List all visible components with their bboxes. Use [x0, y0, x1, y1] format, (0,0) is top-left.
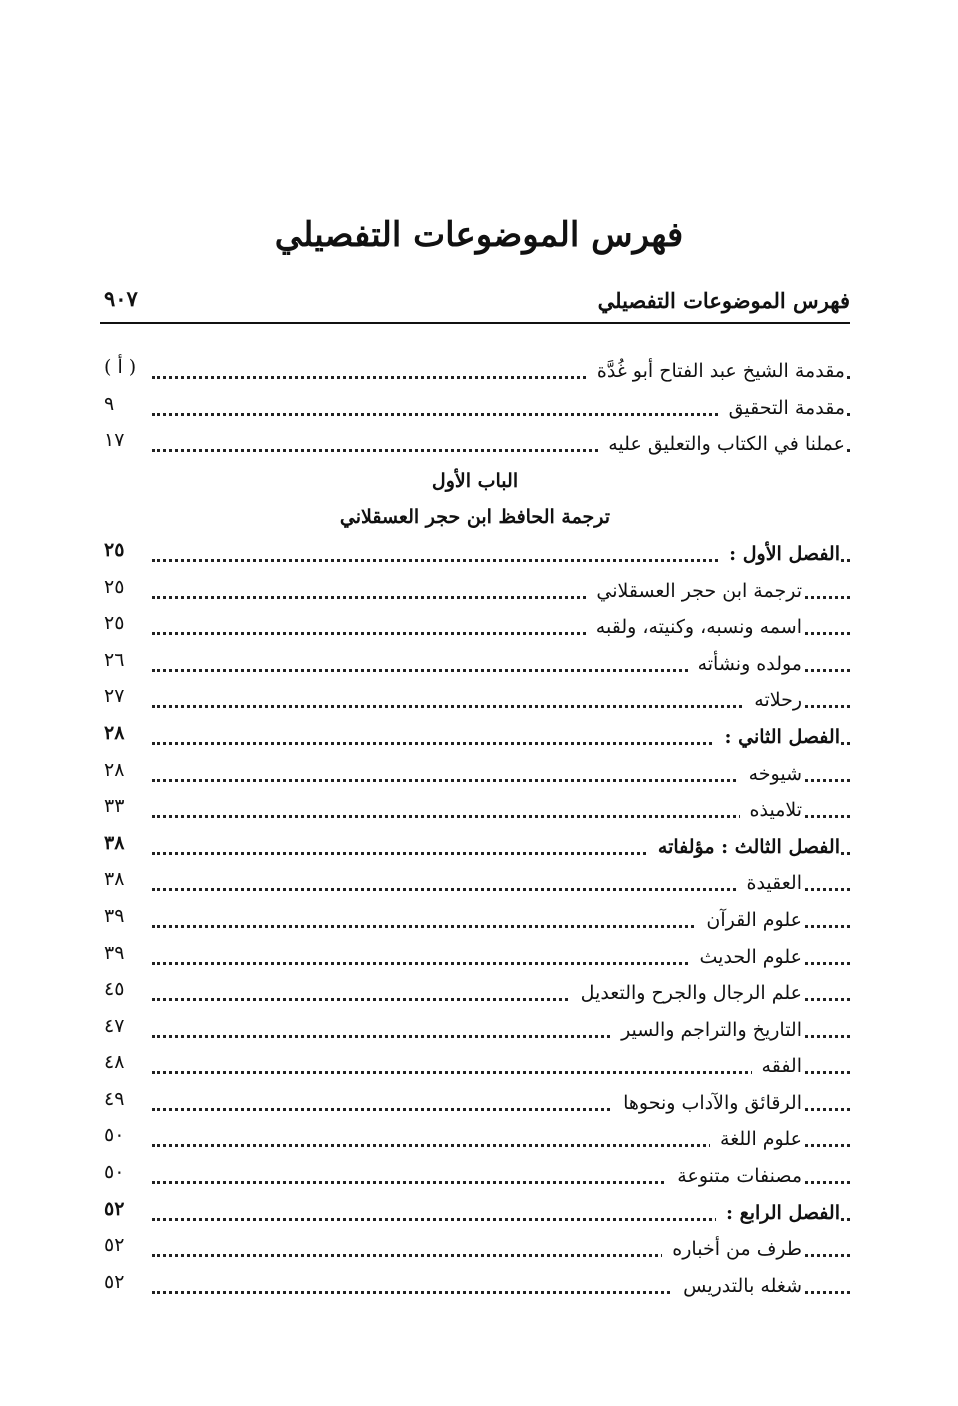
toc-page-number: ٥٢: [104, 1270, 125, 1293]
toc-page-number: ٢٧: [104, 685, 125, 708]
toc-page-number: ٢٦: [104, 648, 125, 671]
toc-entry-row: [100, 795, 850, 832]
toc-entry-label: طرف من أخباره: [662, 1238, 802, 1260]
toc-section-heading: [100, 466, 850, 503]
toc-entry-label: اسمه ونسبه، وكنيته، ولقبه: [586, 616, 802, 638]
toc-entry-row: [100, 1015, 850, 1052]
toc-entry-row: [100, 649, 850, 686]
toc-page-number: ٥٠: [104, 1161, 125, 1184]
toc-page-number: ٣٣: [104, 795, 125, 818]
toc-entry-label: الفقه: [752, 1055, 802, 1077]
toc-entry-label: الفصل الرابع :: [716, 1202, 840, 1224]
toc-entry-label: علم الرجال والجرح والتعديل: [571, 982, 802, 1004]
toc-entry-row: [100, 576, 850, 613]
toc-page-number: ٥٢: [104, 1234, 125, 1257]
toc-page-number: ٢٨: [104, 758, 125, 781]
toc-entry-label: الفصل الأول :: [719, 543, 840, 565]
toc-chapter-row: [100, 722, 850, 759]
toc-page-number: ٣٨: [104, 868, 125, 891]
toc-entry-row: [100, 429, 850, 466]
toc-entry-label: مقدمة التحقيق: [719, 397, 845, 419]
toc-entry-row: [100, 356, 850, 393]
section-heading-text: ترجمة الحافظ ابن حجر العسقلاني: [339, 506, 611, 529]
toc-page-number: ٣٩: [104, 941, 125, 964]
toc-entry-label: مصنفات متنوعة: [667, 1165, 802, 1187]
toc-page-number: ١٧: [104, 429, 125, 452]
toc-page-number: ( أ ): [104, 356, 137, 378]
toc-entry-label: مولده ونشأته: [688, 653, 802, 675]
toc-chapter-row: [100, 539, 850, 576]
toc-page-number: ٤٨: [104, 1051, 125, 1074]
toc-entry-row: [100, 1234, 850, 1271]
toc-entry-row: [100, 612, 850, 649]
toc-page-number: ٣٩: [104, 904, 125, 927]
toc-entry-row: [100, 1088, 850, 1125]
page-number: ٩٠٧: [104, 286, 138, 311]
toc-page-number: ٥٠: [104, 1124, 125, 1147]
toc-entry-label: علوم اللغة: [710, 1128, 802, 1150]
page-title: فهرس الموضوعات التفصيلي: [274, 215, 684, 255]
toc-entry-label: تلاميذه: [740, 799, 802, 821]
toc-entry-label: الفصل الثالث : مؤلفاته: [648, 836, 840, 858]
toc-entry-row: [100, 1271, 850, 1308]
toc-entry-row: [100, 393, 850, 430]
running-header: [100, 282, 850, 326]
toc-page-number: ٩: [104, 392, 115, 415]
toc-entry-label: مقدمة الشيخ عبد الفتاح أبو غُدَّة: [587, 360, 845, 382]
toc-entry-row: [100, 759, 850, 796]
dot-leader: [152, 1055, 850, 1074]
toc-page-number: ٤٧: [104, 1014, 125, 1037]
toc-entry-row: [100, 1051, 850, 1088]
toc-page-number: ٢٥: [104, 575, 125, 598]
toc-entry-label: علوم الحديث: [690, 946, 803, 968]
toc-page-number: ٢٥: [104, 612, 125, 635]
toc-entry-label: ترجمة ابن حجر العسقلاني: [586, 580, 802, 602]
toc-entry-label: التاريخ والتراجم والسير: [611, 1019, 802, 1041]
toc-section-heading: [100, 502, 850, 539]
toc-entry-label: علوم القرآن: [696, 909, 802, 931]
toc-entry-label: الفصل الثاني :: [714, 726, 840, 748]
toc-entry-label: شيوخه: [739, 763, 802, 785]
toc-entry-label: العقيدة: [736, 872, 802, 894]
section-heading-text: الباب الأول: [431, 469, 519, 492]
toc-entry-label: شغله بالتدريس: [673, 1275, 802, 1297]
toc-entry-row: [100, 942, 850, 979]
toc-entry-row: [100, 685, 850, 722]
toc-entry-label: رحلاته: [744, 689, 802, 711]
toc-page-number: ٣٨: [104, 831, 125, 854]
toc-entry-row: [100, 978, 850, 1015]
running-title: فهرس الموضوعات التفصيلي: [597, 288, 850, 313]
toc-entry-row: [100, 1124, 850, 1161]
header-rule: [100, 322, 850, 324]
toc-page-number: ٤٩: [104, 1087, 125, 1110]
toc-page-number: ٢٨: [104, 721, 125, 744]
table-of-contents: [100, 356, 850, 1307]
toc-page-number: ٥٢: [104, 1197, 125, 1220]
toc-page-number: ٢٥: [104, 538, 125, 561]
toc-entry-row: [100, 905, 850, 942]
toc-chapter-row: [100, 1198, 850, 1235]
toc-chapter-row: [100, 832, 850, 869]
toc-entry-label: الرقائق والآداب ونحوها: [613, 1092, 802, 1114]
toc-page-number: ٤٥: [104, 978, 125, 1001]
toc-entry-row: [100, 1161, 850, 1198]
toc-entry-label: عملنا في الكتاب والتعليق عليه: [598, 433, 845, 455]
toc-entry-row: [100, 868, 850, 905]
